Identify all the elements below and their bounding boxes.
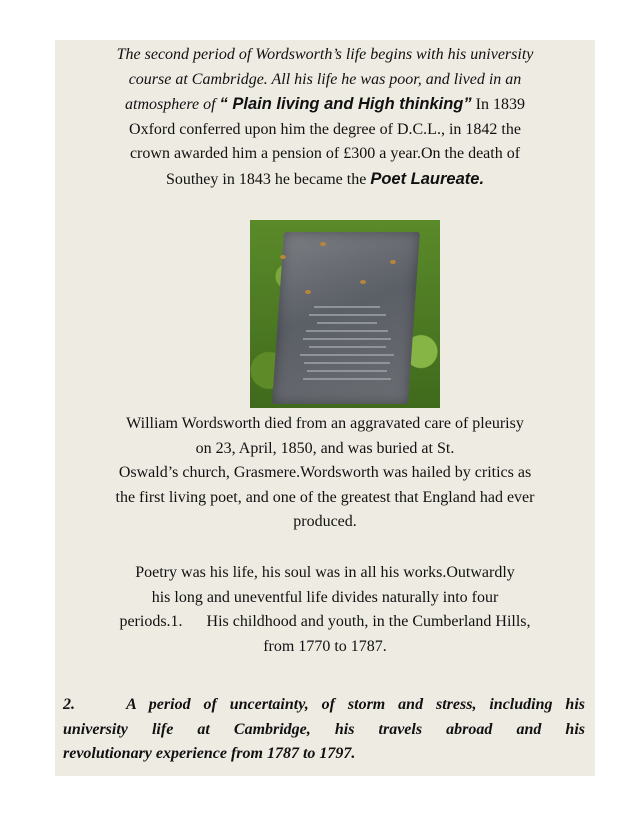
para2-line5: produced. [293, 513, 357, 530]
para1-line3-a: atmosphere of [125, 96, 220, 113]
paragraph-second-period [55, 43, 595, 192]
para1-line3 [55, 92, 595, 118]
para1-line3-c: In 1839 [471, 96, 525, 113]
para2-line3: Oswald’s church, Grasmere.Wordsworth was hailed by critics as [118, 464, 532, 481]
gravestone-inscription [292, 300, 402, 380]
leaf [320, 242, 326, 246]
para1-line5: crown awarded him a pension of £300 a year.On the death of [129, 145, 521, 162]
paragraph-death [55, 412, 595, 535]
paragraph-periods [55, 561, 595, 659]
para1-line4: Oxford conferred upon him the degree of D.C.L., in 1842 the [129, 120, 521, 138]
para1-line2: course at Cambridge. All his life he was poor, and lived in an [128, 70, 522, 88]
page-panel [55, 40, 595, 776]
para2-line4: the first living poet, and one of the greatest that England had ever [115, 488, 535, 506]
leaf [280, 255, 286, 259]
grave-photo [250, 220, 440, 408]
paragraph-second-period-list [55, 693, 595, 767]
para4-line3: revolutionary experience from 1787 to 1797. [63, 745, 356, 762]
para1-line6-a: Southey in 1843 he became the [165, 170, 371, 188]
para4-line1: 2. A period of uncertainty, of storm and stress, including his [63, 696, 585, 713]
poet-laureate-text: Poet Laureate. [370, 169, 485, 188]
para2-line1: William Wordsworth died from an aggravated care of pleurisy [126, 415, 524, 432]
plain-living-quote: “ Plain living and High thinking” [219, 95, 472, 113]
para3-line2: his long and uneventful life divides naturally into four [151, 588, 499, 606]
para3-line4: from 1770 to 1787. [263, 637, 387, 655]
para4-line2: university life at Cambridge, his travels abroad and his [63, 720, 585, 738]
para3-line1: Poetry was his life, his soul was in all his works.Outwardly [135, 564, 515, 581]
para1-line1: The second period of Wordsworth’s life begins with his university [116, 46, 534, 63]
leaf [360, 280, 366, 284]
leaf [390, 260, 396, 264]
leaf [305, 290, 311, 294]
para2-line2: on 23, April, 1850, and was buried at St. [195, 439, 455, 457]
para1-line6 [55, 167, 595, 193]
para3-line3: periods.1. His childhood and youth, in the Cumberland Hills, [119, 613, 531, 630]
